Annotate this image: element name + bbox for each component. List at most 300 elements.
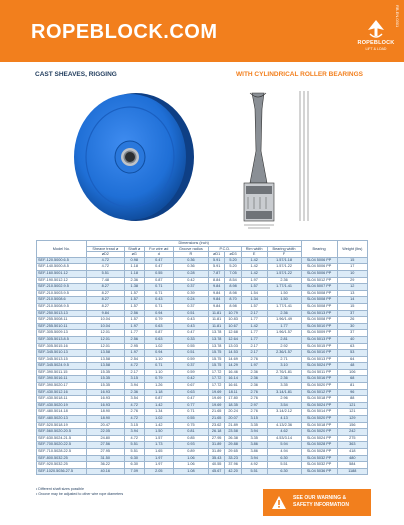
table-cell: SEF-710.5028.22.5 (37, 449, 87, 456)
table-cell: 5.51 (86, 270, 124, 277)
table-notes (36, 487, 123, 497)
table-cell: 17.72 (208, 369, 224, 376)
table-cell: 63 (337, 343, 367, 350)
table-cell: 81 (337, 383, 367, 390)
table-cell: SEF-520.5018.19 (37, 422, 87, 429)
table-cell: SEF-1020.5036.27.5 (37, 468, 87, 475)
table-cell: 2.56 (124, 336, 144, 343)
col-shaft: Shaft ø (124, 246, 144, 252)
table-cell: SL04 5008 PP (301, 303, 337, 310)
table-cell: 1.50 (144, 429, 173, 436)
table-cell: 2.56 (124, 310, 144, 317)
table-cell: SEF-345.5010.13 (37, 350, 87, 357)
ropeblock-logo (356, 18, 396, 58)
table-cell: 1.57/1.22 (267, 264, 301, 271)
table-cell: 0.87 (144, 330, 173, 337)
table-cell: 40.16 (86, 468, 124, 475)
table-cell: 0.67 (173, 383, 208, 390)
table-cell: SL04 5036 PP (301, 468, 337, 475)
table-cell: 0.71 (144, 284, 173, 291)
table-cell: 0.47 (144, 257, 173, 264)
table-cell: SEF-210.5008.9.5 (37, 303, 87, 310)
table-cell: 0.33 (173, 336, 208, 343)
table-cell: 1.57/1.18 (267, 257, 301, 264)
table-row (37, 317, 368, 324)
table-cell: 1.50 (267, 290, 301, 297)
table-cell: 21.89 (225, 422, 241, 429)
table-cell: 96 (337, 389, 367, 396)
table-cell: 1.77/1.41 (267, 284, 301, 291)
table-cell: 2.17 (241, 310, 267, 317)
table-cell: 480 (337, 455, 367, 462)
table-cell: 8.70 (225, 297, 241, 304)
table-cell: 26.18 (208, 429, 224, 436)
table-row (37, 264, 368, 271)
table-cell: SL04 5012 PP (301, 277, 337, 284)
table-cell: 10.04 (86, 323, 124, 330)
table-cell: 1.42 (241, 270, 267, 277)
table-cell: 3.94 (241, 455, 267, 462)
table-cell: 9.84 (86, 310, 124, 317)
table-cell: 15.75 (208, 350, 224, 357)
table-row (37, 323, 368, 330)
table-cell: SEF-210.5003.9.5 (37, 290, 87, 297)
table-cell: 29 (337, 277, 367, 284)
table-cell: 0.43 (144, 297, 173, 304)
table-cell: 2.76 (241, 396, 267, 403)
table-cell: SEF-480.5020.13 (37, 416, 87, 423)
col-dimensions: Dimensions (inch) (86, 241, 301, 247)
table-cell: 1.34 (144, 409, 173, 416)
table-cell: 0.79 (144, 376, 173, 383)
col-bearing: Bearing (301, 241, 337, 258)
table-cell: SL04 5028 PP (301, 449, 337, 456)
table-cell: 0.85 (173, 435, 208, 442)
table-cell: 121 (337, 402, 367, 409)
table-cell: 31.50 (86, 455, 124, 462)
table-cell: 5.51 (124, 449, 144, 456)
table-cell: SL04 5013 PP (301, 310, 337, 317)
table-cell: 0.71 (144, 290, 173, 297)
table-cell: 16.61 (225, 383, 241, 390)
table-cell: 4.62 (267, 429, 301, 436)
table-cell: 19.69 (208, 396, 224, 403)
table-cell: 13.58 (86, 363, 124, 370)
sym-bearing-width: F (267, 252, 301, 258)
table-cell: 5.51 (241, 468, 267, 475)
table-row (37, 455, 368, 462)
table-cell: 88 (337, 396, 367, 403)
table-cell: 0.71 (173, 409, 208, 416)
table-cell: SL04 5006 PP (301, 264, 337, 271)
table-cell: 1.77/1.41 (267, 303, 301, 310)
table-row (37, 422, 368, 429)
table-cell: 0.77 (173, 402, 208, 409)
table-cell: 2.17 (241, 343, 267, 350)
table-cell: 64 (337, 356, 367, 363)
table-cell: 5.91 (208, 257, 224, 264)
table-row (37, 396, 368, 403)
table-cell: 2.76 (124, 409, 144, 416)
table-cell: 156 (337, 422, 367, 429)
table-cell: 6.30 (124, 462, 144, 469)
table-cell: SL04 5016 PP (301, 376, 337, 383)
table-cell: 0.42 (173, 277, 208, 284)
table-cell: 3.54 (267, 402, 301, 409)
col-pcd: P.C.D. (208, 246, 241, 252)
table-cell: 1.08 (173, 468, 208, 475)
table-cell: 3.35 (241, 435, 267, 442)
table-cell: 0.93 (173, 442, 208, 449)
table-cell: 1.97 (241, 363, 267, 370)
table-cell: 15.35 (86, 369, 124, 376)
table-cell: 1.73 (144, 442, 173, 449)
sym-rim: E (241, 252, 267, 258)
table-cell: 27.95 (86, 449, 124, 456)
table-cell: 12.64 (225, 336, 241, 343)
page-code: RB.EN.0301 (395, 5, 400, 28)
table-row (37, 290, 368, 297)
sym-tread: øD2 (86, 252, 124, 258)
table-cell: 3.15 (124, 376, 144, 383)
table-cell: SL04 5008 PP (301, 290, 337, 297)
table-cell: 30 (337, 323, 367, 330)
table-cell: 40 (337, 336, 367, 343)
table-cell: 14.53 (225, 350, 241, 357)
table-cell: 5.20 (225, 264, 241, 271)
table-cell: 8.54 (225, 277, 241, 284)
table-cell: 7.05 (225, 270, 241, 277)
table-cell: 2.92 (267, 343, 301, 350)
hook-icon (356, 18, 396, 40)
table-row (37, 284, 368, 291)
table-cell: 7.09 (124, 468, 144, 475)
table-cell: 2.76/1.81 (267, 369, 301, 376)
table-cell: 29.65 (225, 449, 241, 456)
table-cell: 23.58 (225, 429, 241, 436)
table-cell: 8.27 (86, 284, 124, 291)
table-cell: 11.81 (208, 323, 224, 330)
table-cell: 1.54 (241, 290, 267, 297)
table-cell: 0.37 (173, 363, 208, 370)
table-cell: 0.94 (144, 350, 173, 357)
table-cell: SL04 5013 PP (301, 336, 337, 343)
logo-subtext: LIFT & LOAD (365, 47, 387, 51)
table-cell: 1.06 (173, 462, 208, 469)
table-cell: 48 (337, 363, 367, 370)
table-cell: 1.77 (267, 323, 301, 330)
table-cell: 1.18 (124, 264, 144, 271)
table-cell: 6.30 (124, 455, 144, 462)
table-cell: 5.20 (225, 257, 241, 264)
table-cell: 1.42 (144, 402, 173, 409)
table-cell: 3.10 (267, 363, 301, 370)
col-wire: For wire ød (144, 246, 173, 252)
table-row (37, 449, 368, 456)
table-cell: 1.26 (144, 383, 173, 390)
table-row (37, 435, 368, 442)
table-cell: SL04 5032 PP (301, 455, 337, 462)
table-cell: 1.38 (124, 284, 144, 291)
table-cell: 12.01 (86, 336, 124, 343)
table-cell: SL04 5011 PP (301, 369, 337, 376)
table-cell: 37.96 (225, 462, 241, 469)
table-cell: 16.93 (86, 396, 124, 403)
table-cell: 3.35 (241, 422, 267, 429)
table-cell: 0.63 (144, 323, 173, 330)
table-cell: 0.59 (173, 369, 208, 376)
table-cell: SEF-255.5008.11 (37, 317, 87, 324)
table-cell: 14.69 (225, 356, 241, 363)
spec-table (36, 240, 368, 475)
table-cell: 15.35 (86, 383, 124, 390)
table-cell: 8.84 (208, 277, 224, 284)
table-cell: SEF-430.5020.19 (37, 402, 87, 409)
table-cell: 11.81 (208, 310, 224, 317)
table-row (37, 270, 368, 277)
table-cell: 1.06 (173, 455, 208, 462)
table-cell: 4.53/3.14 (267, 435, 301, 442)
table-row (37, 416, 368, 423)
table-cell: 2.17 (241, 350, 267, 357)
sym-wire: d (144, 252, 173, 258)
note-item: • Different shaft sizes possible (36, 487, 84, 491)
table-cell: 2.17 (124, 369, 144, 376)
table-cell: SEF-800.5032.25 (37, 455, 87, 462)
table-cell: 1.97 (124, 323, 144, 330)
table-cell: 1.57 (144, 435, 173, 442)
table-cell: SEF-305.5013.8.5 (37, 336, 87, 343)
table-row (37, 363, 368, 370)
table-cell: 1.65 (144, 449, 173, 456)
table-cell: SL04 5009 PP (301, 330, 337, 337)
table-row (37, 356, 368, 363)
brand-name: ROPEBLOCK.COM (31, 21, 218, 43)
table-cell: 11.81 (208, 317, 224, 324)
table-cell: 1.57 (124, 303, 144, 310)
table-cell: 26.38 (225, 435, 241, 442)
table-cell: 1188 (337, 468, 367, 475)
table-cell: 12.01 (86, 343, 124, 350)
table-cell: SL04 5008 PP (301, 297, 337, 304)
table-row (37, 303, 368, 310)
product-title: CAST SHEAVES, RIGGING (35, 71, 117, 78)
table-cell: SL04 5024 PP (301, 435, 337, 442)
table-cell: SL04 5028 PP (301, 442, 337, 449)
table-row (37, 376, 368, 383)
table-cell: SEF-560.5020.20.5 (37, 429, 87, 436)
table-cell: 0.94 (144, 310, 173, 317)
table-cell: SL04 5013 PP (301, 356, 337, 363)
table-cell: 0.55 (173, 343, 208, 350)
table-cell: SEF-630.5024.21.5 (37, 435, 87, 442)
table-cell: 1.96/1.57 (267, 330, 301, 337)
table-cell: 242 (337, 429, 367, 436)
table-cell: 4.72 (86, 264, 124, 271)
table-cell: 26 (337, 317, 367, 324)
table-cell: 15 (337, 257, 367, 264)
table-cell: 1.77 (241, 330, 267, 337)
table-cell: 8.98 (225, 290, 241, 297)
warning-safety-link[interactable] (263, 489, 371, 516)
table-cell: 13.78 (208, 343, 224, 350)
table-cell: 2.36 (124, 389, 144, 396)
table-cell: 9.84 (208, 290, 224, 297)
table-cell: 16.14 (225, 376, 241, 383)
table-row (37, 310, 368, 317)
table-cell: 1.02 (144, 343, 173, 350)
table-cell: 24.80 (86, 435, 124, 442)
table-cell: 8.27 (86, 303, 124, 310)
table-cell: SEF-480.5014.18 (37, 409, 87, 416)
table-row (37, 383, 368, 390)
table-cell: 2.36/1.57 (267, 350, 301, 357)
table-cell: 0.37 (173, 284, 208, 291)
table-cell: 1.10 (144, 356, 173, 363)
table-cell: 0.75 (173, 422, 208, 429)
table-row (37, 442, 368, 449)
table-cell: 23.62 (208, 422, 224, 429)
table-cell: 106 (337, 369, 367, 376)
table-cell: 1.57 (241, 303, 267, 310)
table-cell: SL04 5020 PP (301, 383, 337, 390)
table-cell: 36.22 (86, 462, 124, 469)
table-cell: 13.78 (208, 336, 224, 343)
table-cell: 18.90 (86, 409, 124, 416)
table-cell: 275 (337, 435, 367, 442)
table-cell: 2.95 (124, 343, 144, 350)
table-cell: 1.77 (124, 330, 144, 337)
table-cell: 12.01 (86, 330, 124, 337)
table-cell: SL04 5006 PP (301, 257, 337, 264)
table-cell: 27.56 (86, 442, 124, 449)
table-cell: 2.36 (267, 310, 301, 317)
table-cell: 0.51 (173, 310, 208, 317)
warning-text: SEE OUR WARNING & SAFETY INFORMATION (293, 495, 349, 508)
table-cell: 0.87 (144, 277, 173, 284)
table-cell: 10.79 (225, 310, 241, 317)
table-cell: 3.54 (124, 396, 144, 403)
table-cell: 12.68 (225, 330, 241, 337)
sheave-image (70, 90, 196, 224)
table-cell: 129 (337, 416, 367, 423)
table-cell: 0.59 (173, 356, 208, 363)
logo-text: ROPEBLOCK (357, 40, 395, 46)
table-cell: 0.47 (173, 396, 208, 403)
table-cell: 0.81 (173, 429, 208, 436)
table-cell: 1.02 (144, 416, 173, 423)
table-cell: 584 (337, 462, 367, 469)
sym-groove: R (173, 252, 208, 258)
table-cell: 0.63 (173, 389, 208, 396)
table-cell: 13.78 (208, 330, 224, 337)
table-cell: 17.80 (225, 396, 241, 403)
table-cell: 1.57 (124, 297, 144, 304)
table-cell: 16.93 (86, 389, 124, 396)
table-cell: 2.36 (241, 376, 267, 383)
note-item: • Groove may be adjusted to other wire rope diameters (36, 492, 124, 496)
table-cell: 9.84 (208, 303, 224, 310)
table-cell: SL04 5015 PP (301, 343, 337, 350)
table-cell: 19.69 (208, 402, 224, 409)
table-cell: SEF-700.5020.22.5 (37, 442, 87, 449)
table-cell: 31.89 (208, 442, 224, 449)
col-weight: Weight (lbs) (337, 241, 367, 258)
table-cell: 17.72 (208, 376, 224, 383)
col-bearing-width: Bearing width (267, 246, 301, 252)
table-cell: 19.69 (208, 389, 224, 396)
table-cell: 18.90 (86, 416, 124, 423)
table-cell: SEF-210.5008.6 (37, 297, 87, 304)
table-cell: SL04 5014 PP (301, 409, 337, 416)
table-cell: SL04 5008 PP (301, 317, 337, 324)
table-row (37, 409, 368, 416)
table-cell: 18.11 (225, 389, 241, 396)
table-cell: 1.42 (241, 264, 267, 271)
table-cell: SL04 5032 PP (301, 462, 337, 469)
table-cell: 4.92 (241, 462, 267, 469)
table-cell: 0.47 (144, 264, 173, 271)
table-cell: 18.35 (225, 402, 241, 409)
table-cell: 0.42 (173, 376, 208, 383)
table-cell: 0.71 (144, 303, 173, 310)
table-cell: 2.36 (241, 369, 267, 376)
table-cell: 37 (337, 310, 367, 317)
table-cell: SEF-140.5000.8.5 (37, 264, 87, 271)
table-cell: 1.77 (241, 317, 267, 324)
table-cell: 7.48 (86, 277, 124, 284)
table-cell: 0.71 (144, 363, 173, 370)
table-cell: 15.35 (86, 376, 124, 383)
table-cell: 9.84 (208, 284, 224, 291)
table-cell: SL04 5018 PP (301, 422, 337, 429)
table-cell: 6.30 (267, 455, 301, 462)
table-cell: 4.72 (86, 257, 124, 264)
table-cell: 37 (337, 330, 367, 337)
col-tread: Sheave tread ø (86, 246, 124, 252)
table-cell: SL04 5020 PP (301, 429, 337, 436)
table-cell: 3.86 (241, 449, 267, 456)
table-cell: 6.30 (267, 468, 301, 475)
table-cell: 1.18 (124, 270, 144, 277)
table-cell: 4.72 (124, 435, 144, 442)
table-cell: 3.94 (241, 429, 267, 436)
table-cell: 16.93 (86, 402, 124, 409)
table-cell: 15 (337, 303, 367, 310)
table-cell: SL04 5018 PP (301, 396, 337, 403)
table-cell: 3.35 (267, 383, 301, 390)
table-cell: SEF-305.5009.13 (37, 330, 87, 337)
table-cell: 2.71 (267, 356, 301, 363)
warning-icon (271, 495, 287, 510)
table-cell: 10 (337, 270, 367, 277)
table-cell: 0.43 (173, 317, 208, 324)
table-cell: 1.77 (241, 336, 267, 343)
table-cell: 3.94 (124, 383, 144, 390)
table-cell: 0.55 (173, 416, 208, 423)
table-row (37, 297, 368, 304)
table-cell: 5.94 (267, 442, 301, 449)
table-cell: 0.24 (173, 297, 208, 304)
table-cell: 0.55 (144, 270, 173, 277)
table-cell: 10.83 (225, 317, 241, 324)
table-cell: 363 (337, 442, 367, 449)
table-cell: 68 (337, 376, 367, 383)
table-cell: 45.67 (208, 468, 224, 475)
table-cell: SEF-210.5002.9.5 (37, 284, 87, 291)
table-cell: 1.34 (241, 297, 267, 304)
table-cell: 1.97 (241, 277, 267, 284)
